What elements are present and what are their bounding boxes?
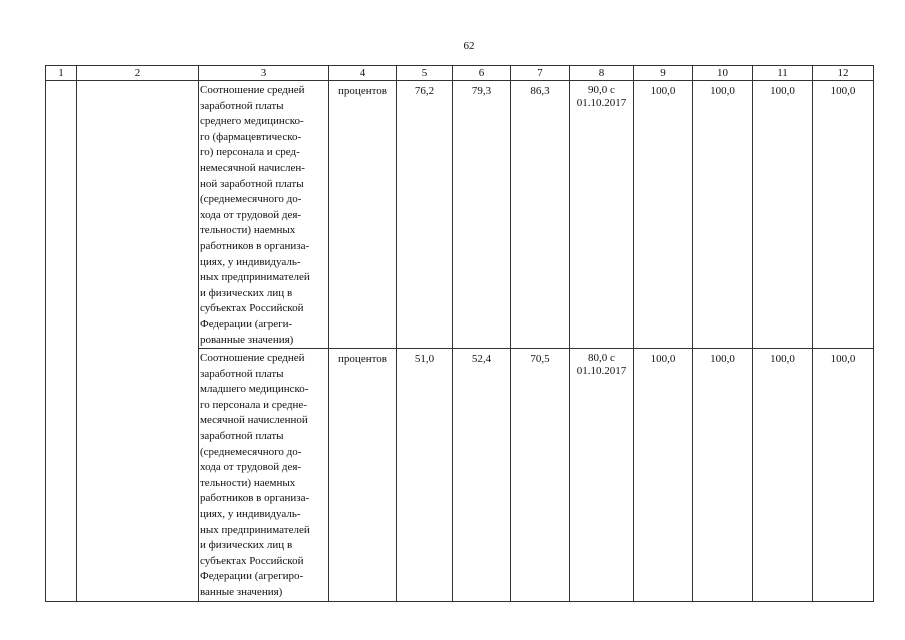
value-col10: 100,0 xyxy=(693,349,753,602)
value-col12: 100,0 xyxy=(813,81,874,349)
value-col5: 76,2 xyxy=(397,81,453,349)
column-header-3: 3 xyxy=(199,66,329,81)
indicator-description: Соотношение средней заработной платы младшего медицинско- го персонала и средне- месячной начисленной заработной платы (среднемесячного до- хода от трудовой дея- тельности) наемных работников в организа- циях, у индивидуаль- ных предпринимателей и физических лиц в субъектах Российской Федерации (агрегиро- ванные значения) xyxy=(199,349,329,602)
column-header-1: 1 xyxy=(46,66,77,81)
empty-cell-col1 xyxy=(46,81,77,602)
column-header-12: 12 xyxy=(813,66,874,81)
empty-cell-col2 xyxy=(77,81,199,602)
value-col10: 100,0 xyxy=(693,81,753,349)
unit-cell: процентов xyxy=(329,81,397,349)
value-col8: 90,0 с 01.10.2017 xyxy=(570,81,634,349)
value-col9: 100,0 xyxy=(634,81,693,349)
value-col11: 100,0 xyxy=(753,81,813,349)
unit-cell: процентов xyxy=(329,349,397,602)
table-row xyxy=(46,81,874,349)
value-col8: 80,0 с 01.10.2017 xyxy=(570,349,634,602)
indicator-description: Соотношение средней заработной платы среднего медицинско- го (фармацевтическо- го) персонала и сред- немесячной начислен- ной заработной платы (среднемесячного до- хода от трудовой дея- тельности) наемных работников в организа- циях, у индивидуаль- ных предпринимателей и физических лиц в субъектах Российской Федерации (агреги- рованные значения) xyxy=(199,81,329,349)
column-header-10: 10 xyxy=(693,66,753,81)
column-header-4: 4 xyxy=(329,66,397,81)
column-header-2: 2 xyxy=(77,66,199,81)
header-row xyxy=(46,66,874,81)
value-col7: 86,3 xyxy=(511,81,570,349)
value-col11: 100,0 xyxy=(753,349,813,602)
column-header-9: 9 xyxy=(634,66,693,81)
value-col12: 100,0 xyxy=(813,349,874,602)
column-header-8: 8 xyxy=(570,66,634,81)
indicators-table xyxy=(45,65,874,602)
column-header-11: 11 xyxy=(753,66,813,81)
column-header-5: 5 xyxy=(397,66,453,81)
value-col6: 79,3 xyxy=(453,81,511,349)
column-header-7: 7 xyxy=(511,66,570,81)
value-col6: 52,4 xyxy=(453,349,511,602)
column-header-6: 6 xyxy=(453,66,511,81)
value-col7: 70,5 xyxy=(511,349,570,602)
page-number: 62 xyxy=(463,40,475,52)
value-col9: 100,0 xyxy=(634,349,693,602)
value-col5: 51,0 xyxy=(397,349,453,602)
